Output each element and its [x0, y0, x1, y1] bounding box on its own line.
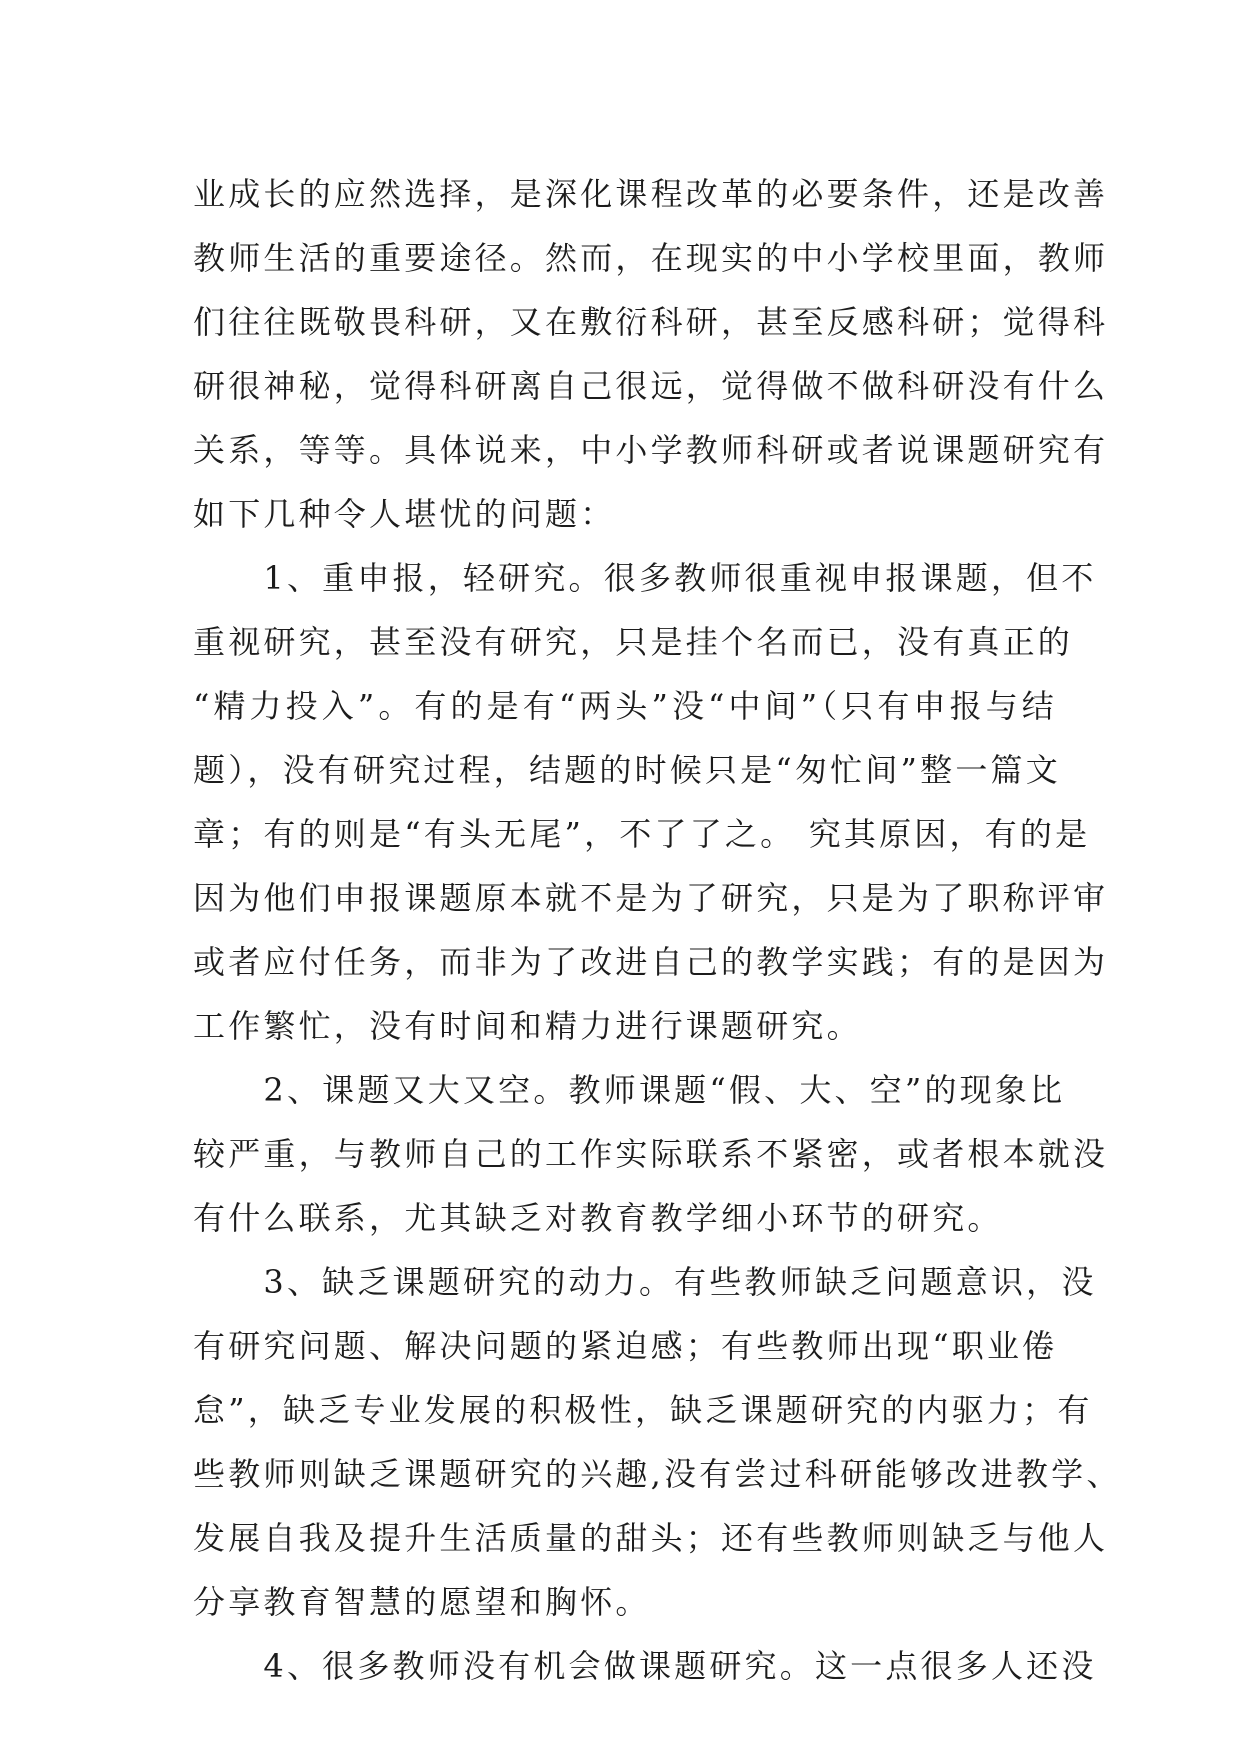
text-line: 分享教育智慧的愿望和胸怀。	[193, 1583, 651, 1621]
text-line: 教师生活的重要途径。然而，在现实的中小学校里面，教师	[193, 239, 1109, 277]
text-line: 重视研究，甚至没有研究，只是挂个名而已，没有真正的	[193, 623, 1074, 661]
text-line: 或者应付任务，而非为了改进自己的教学实践；有的是因为	[193, 943, 1109, 981]
text-line: “精力投入”。有的是有“两头”没“中间”（只有申报与结	[193, 687, 1057, 725]
text-line: 们往往既敬畏科研，又在敷衍科研，甚至反感科研；觉得科	[193, 303, 1109, 341]
text-line: 些教师则缺乏课题研究的兴趣,没有尝过科研能够改进教学、	[193, 1455, 1122, 1493]
text-line: 1、重申报，轻研究。很多教师很重视申报课题，但不	[193, 559, 1097, 597]
text-line: 章；有的则是“有头无尾”，不了了之。 究其原因，有的是	[193, 815, 1091, 853]
text-line: 4、很多教师没有机会做课题研究。这一点很多人还没	[193, 1647, 1097, 1685]
text-line: 题），没有研究过程，结题的时候只是“匆忙间”整一篇文	[193, 751, 1061, 789]
paragraph-intro	[193, 162, 1109, 546]
text-line: 工作繁忙，没有时间和精力进行课题研究。	[193, 1007, 862, 1045]
text-line: 3、缺乏课题研究的动力。有些教师缺乏问题意识，没	[193, 1263, 1097, 1301]
text-line: 如下几种令人堪忧的问题：	[193, 495, 616, 533]
paragraph-item-3	[193, 1250, 1122, 1634]
text-line: 发展自我及提升生活质量的甜头；还有些教师则缺乏与他人	[193, 1519, 1109, 1557]
paragraph-item-4	[193, 1634, 1097, 1698]
text-line: 关系，等等。具体说来，中小学教师科研或者说课题研究有	[193, 431, 1109, 469]
text-line: 业成长的应然选择，是深化课程改革的必要条件，还是改善	[193, 175, 1109, 213]
document-body	[193, 162, 1122, 1698]
text-line: 有研究问题、解决问题的紧迫感；有些教师出现“职业倦	[193, 1327, 1058, 1365]
text-line: 有什么联系，尤其缺乏对教育教学细小环节的研究。	[193, 1199, 1003, 1237]
text-line: 2、课题又大又空。教师课题“假、大、空”的现象比	[193, 1071, 1066, 1109]
text-line: 因为他们申报课题原本就不是为了研究，只是为了职称评审	[193, 879, 1109, 917]
text-line: 怠”，缺乏专业发展的积极性，缺乏课题研究的内驱力；有	[193, 1391, 1093, 1429]
text-line: 较严重，与教师自己的工作实际联系不紧密，或者根本就没	[193, 1135, 1109, 1173]
paragraph-item-2	[193, 1058, 1109, 1250]
paragraph-item-1	[193, 546, 1109, 1058]
text-line: 研很神秘，觉得科研离自己很远，觉得做不做科研没有什么	[193, 367, 1109, 405]
